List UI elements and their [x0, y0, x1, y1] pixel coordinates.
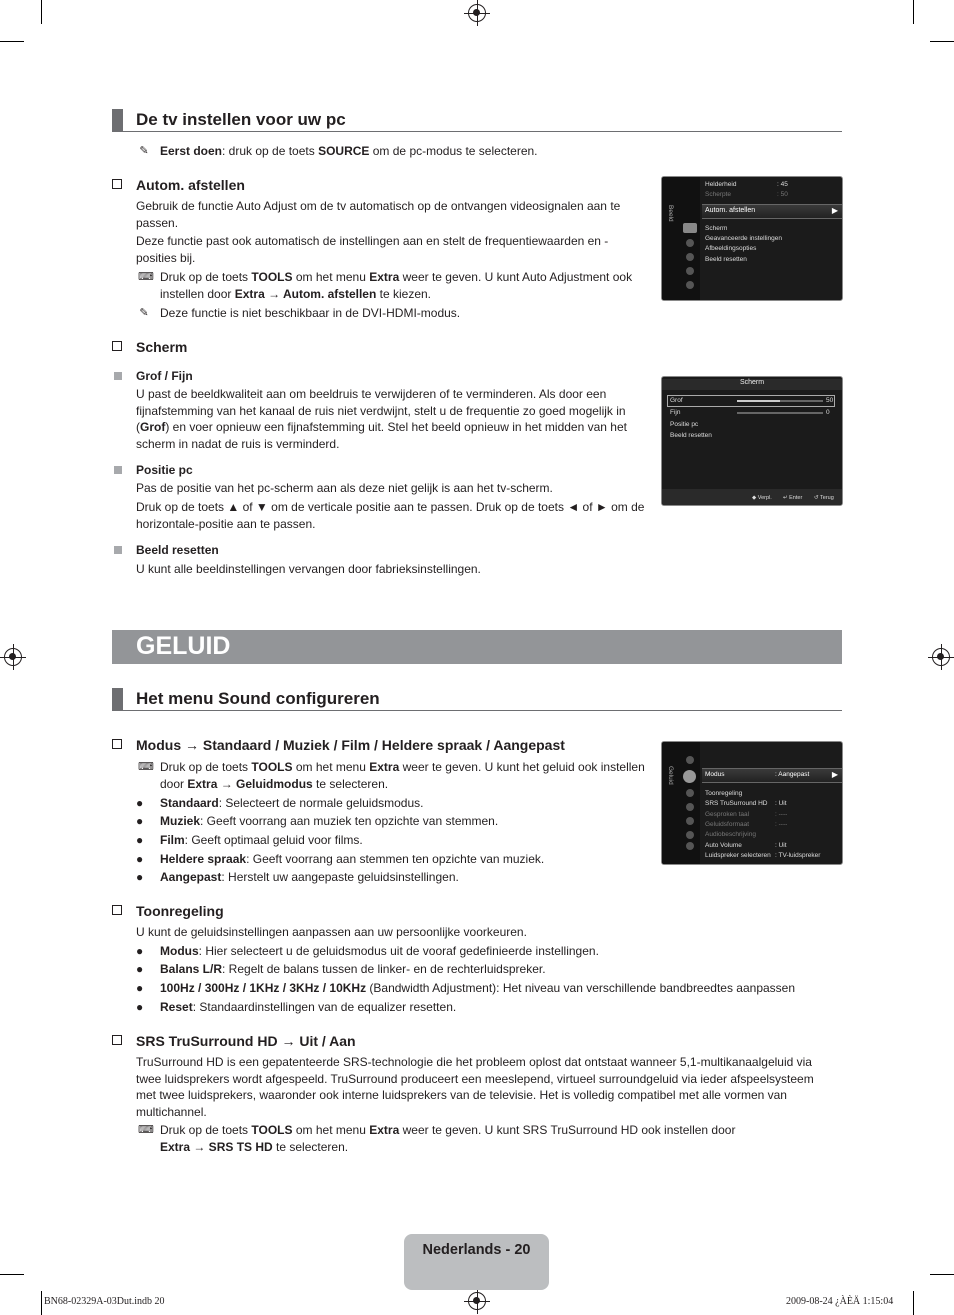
- page-number: Nederlands - 20: [422, 1242, 531, 1258]
- crop-mark: [930, 41, 954, 42]
- grof-title: Grof / Fijn: [136, 369, 193, 383]
- item-bold: Balans L/R: [160, 962, 223, 976]
- note-bold: Extra → Autom. afstellen: [234, 286, 377, 301]
- input-icon: [686, 281, 694, 289]
- reset-text: U kunt alle beeldinstellingen vervangen door fabrieksinstellingen.: [136, 562, 481, 576]
- srs-title: SRS TruSurround HD → Uit / Aan: [136, 1033, 356, 1049]
- note-bold: TOOLS: [251, 1123, 293, 1137]
- osd-sidebar: [662, 742, 700, 864]
- osd-footer-enter: ↵ Enter: [783, 495, 803, 501]
- section-heading: [112, 109, 842, 132]
- autom-p1: Gebruik de functie Auto Adjust om de tv automatisch op de ontvangen videosignalen aan te passen.: [136, 199, 621, 230]
- registration-mark-icon: [932, 648, 950, 666]
- heading-bar: [112, 688, 123, 710]
- slider-fill: [737, 400, 780, 402]
- input-icon: [686, 817, 694, 825]
- osd-selected-value: : Aangepast: [775, 771, 810, 778]
- modus-tools-note: [160, 759, 660, 792]
- list-item: [136, 980, 796, 996]
- osd-row-label: Beeld resetten: [670, 432, 712, 439]
- note-text: te selecteren.: [272, 1139, 349, 1154]
- crop-mark: [0, 41, 24, 42]
- osd-selected-label: Autom. afstellen: [705, 207, 756, 214]
- scherm-title: Scherm: [136, 339, 188, 355]
- note-bold: TOOLS: [251, 760, 293, 774]
- osd-row-value: 50: [826, 397, 834, 404]
- chapter-title: GELUID: [136, 632, 231, 660]
- item-text: (Bandwidth Adjustment): Het niveau van verschillende bandbreedtes aanpassen: [366, 981, 796, 995]
- chapter-banner: [112, 630, 842, 664]
- list-item: [136, 795, 424, 811]
- item-text: : Geeft voorrang aan stemmen ten opzichte van muziek.: [246, 852, 545, 866]
- registration-mark-icon: [468, 1292, 486, 1310]
- dvi-note: Deze functie is niet beschikbaar in de DVI-HDMI-modus.: [160, 306, 461, 320]
- note-text: weer te geven. U kunt Auto Adjustment ook instellen door: [160, 270, 633, 301]
- setup-icon: [686, 267, 694, 275]
- item-text: : Regelt de balans tussen de linker- en de rechterluidspreker.: [222, 962, 546, 976]
- para-bold: Grof: [140, 420, 166, 434]
- checkbox-icon: [112, 1035, 122, 1045]
- note-icon: ✎: [139, 145, 149, 157]
- positie-title: Positie pc: [136, 463, 193, 477]
- checkbox-icon: [112, 179, 122, 189]
- osd-row-label: Beeld resetten: [705, 256, 747, 263]
- note-text: : druk op de toets: [222, 144, 319, 158]
- support-icon: [686, 831, 694, 839]
- list-item: [136, 943, 599, 959]
- item-text: : Geeft voorrang aan muziek ten opzichte van stemmen.: [200, 814, 499, 828]
- crop-mark: [41, 1291, 42, 1315]
- print-meta-right: 2009-08-24 ¿ÀÈÄ 1:15:04: [786, 1296, 894, 1307]
- osd-row-value: : 50: [777, 191, 788, 198]
- arrow-right-icon: ▶: [831, 206, 838, 215]
- para-text: ) en voer opnieuw een fijnafstemming uit. Stel het beeld opnieuw in het midden van het scherm in nadat de ruis is verminderd.: [136, 420, 627, 451]
- picture-icon: [686, 756, 694, 764]
- osd-row-value: : Uit: [775, 800, 787, 808]
- subsection-title: [112, 177, 245, 193]
- item-bold: Film: [160, 833, 185, 847]
- bullet-icon: ●: [136, 796, 144, 810]
- osd-footer-back: ↺ Terug: [814, 495, 834, 501]
- heading-text: Het menu Sound configureren: [136, 689, 380, 708]
- item-bold: Standaard: [160, 796, 219, 810]
- bullet-icon: ●: [136, 870, 144, 884]
- osd-row-value: : ----: [775, 820, 788, 828]
- osd-row-label: Scherm: [705, 225, 728, 232]
- note-text: om het menu: [292, 270, 370, 284]
- osd-row-label: Toonregeling: [705, 790, 743, 797]
- osd-row-label: Helderheid: [705, 181, 737, 188]
- osd-footer-move: ◆ Verpl.: [752, 495, 772, 501]
- note-bold: TOOLS: [251, 270, 293, 284]
- bullet-icon: ●: [136, 981, 144, 995]
- osd-row-value: : ----: [775, 810, 788, 818]
- reset-title: Beeld resetten: [136, 543, 219, 557]
- toon-intro: U kunt de geluidsinstellingen aanpassen aan uw persoonlijke voorkeuren.: [136, 925, 527, 939]
- bullet-icon: ●: [136, 1000, 144, 1014]
- autom-title: Autom. afstellen: [136, 177, 245, 193]
- osd-picture-menu: [661, 176, 843, 301]
- square-bullet-icon: [114, 546, 122, 554]
- subsection-title: [112, 737, 565, 753]
- para-text: U past de beeldkwaliteit aan om beeldruis te verwijderen of te verminderen. Als door een fijnafstemming van het kanaal de ruis niet verdwijnt, stelt u de frequentie zo goed mogelijk in (: [136, 387, 626, 434]
- srs-tools-note: [160, 1122, 760, 1155]
- modus-title: Modus → Standaard / Muziek / Film / Heldere spraak / Aangepast: [136, 737, 565, 753]
- osd-row-value: 0: [826, 409, 830, 416]
- square-bullet-icon: [114, 466, 122, 474]
- note-bold: SOURCE: [318, 144, 370, 158]
- note-text: om het menu: [292, 760, 370, 774]
- item-bold: Heldere spraak: [160, 852, 247, 866]
- osd-sidebar: [662, 177, 700, 300]
- app-icon: [686, 842, 694, 850]
- note-text: Druk op de toets: [160, 270, 252, 284]
- note-bold: Extra → SRS TS HD: [160, 1139, 273, 1154]
- note-text: Druk op de toets: [160, 1123, 252, 1137]
- note-bold: Extra: [369, 1123, 400, 1137]
- grof-slider: [737, 400, 823, 402]
- bullet-icon: ●: [136, 852, 144, 866]
- bullet-icon: ●: [136, 814, 144, 828]
- print-meta-left: BN68-02329A-03Dut.indb 20: [44, 1296, 165, 1307]
- subsection-title: [112, 339, 187, 355]
- note-text: om de pc-modus te selecteren.: [369, 144, 538, 158]
- list-item: [136, 961, 546, 977]
- fijn-slider: [737, 412, 823, 414]
- list-item: [136, 813, 499, 829]
- osd-row-label: Scherpte: [705, 191, 732, 198]
- checkbox-icon: [112, 905, 122, 915]
- list-item: [136, 851, 545, 867]
- subsection-title: [112, 1033, 356, 1049]
- osd-row: [705, 181, 736, 188]
- setup-icon: [686, 803, 694, 811]
- autom-p2: Deze functie past ook automatisch de instellingen aan en stelt de frequentiewaarden en -posities bij.: [136, 234, 609, 265]
- note-bold: Extra: [369, 270, 400, 284]
- positie-p2: Druk op de toets ▲ of ▼ om de verticale positie aan te passen. Druk op de toets ◄ of ► om de horizontale-positie aan te passen.: [136, 500, 645, 531]
- osd-row-label: Geluidsformaat: [705, 820, 750, 828]
- item-text: : Herstelt uw aangepaste geluidsinstellingen.: [221, 870, 459, 884]
- osd-row-label: Geavanceerde instellingen: [705, 235, 782, 242]
- registration-mark-icon: [468, 4, 486, 22]
- osd-row-value: : TV-luidspreker: [775, 851, 821, 859]
- tools-icon: ⌨: [138, 761, 154, 773]
- channel-icon: [686, 253, 694, 261]
- note-text: te kiezen.: [376, 286, 432, 301]
- list-item: [136, 832, 363, 848]
- bullet-icon: ●: [136, 833, 144, 847]
- checkbox-icon: [112, 341, 122, 351]
- item-text: : Standaardinstellingen van de equalizer resetten.: [192, 1000, 457, 1014]
- autom-tools-note: [160, 269, 660, 302]
- grof-text: [136, 386, 641, 452]
- osd-row-value: : Uit: [775, 841, 787, 849]
- item-bold: 100Hz / 300Hz / 1KHz / 3KHz / 10KHz: [160, 981, 367, 995]
- osd-side-label: Geluid: [667, 766, 674, 785]
- item-bold: Reset: [160, 1000, 193, 1014]
- osd-title: Scherm: [662, 379, 842, 390]
- note-bold: Extra → Geluidmodus: [187, 776, 313, 791]
- toon-title: Toonregeling: [136, 903, 224, 919]
- crop-mark: [913, 0, 914, 24]
- note-text: Druk op de toets: [160, 760, 252, 774]
- subsection-title: [112, 903, 224, 919]
- osd-scherm-menu: [661, 376, 843, 506]
- heading-bar: [112, 109, 123, 131]
- crop-mark: [930, 1274, 954, 1275]
- note-bold: Extra: [369, 760, 400, 774]
- sound-icon: [686, 239, 694, 247]
- osd-sound-menu: [661, 741, 843, 865]
- item-bold: Aangepast: [160, 870, 222, 884]
- list-item: [136, 869, 459, 885]
- tools-icon: ⌨: [138, 1124, 154, 1136]
- crop-mark: [0, 1274, 24, 1275]
- osd-row-label: Auto Volume: [705, 841, 742, 849]
- note-text: om het menu: [292, 1123, 370, 1137]
- picture-icon: [683, 223, 697, 233]
- item-bold: Modus: [160, 944, 199, 958]
- osd-row-label: Positie pc: [670, 421, 699, 428]
- osd-row-label: SRS TruSurround HD: [705, 800, 768, 808]
- section-heading: [112, 688, 842, 711]
- heading-text: De tv instellen voor uw pc: [136, 110, 346, 129]
- osd-row-label: Afbeeldingsopties: [705, 245, 757, 252]
- note-text: weer te geven. U kunt SRS TruSurround HD ook instellen door: [399, 1123, 736, 1137]
- osd-row-label: Gesproken taal: [705, 810, 750, 818]
- note-icon: ✎: [139, 307, 149, 319]
- item-text: : Selecteert de normale geluidsmodus.: [218, 796, 424, 810]
- item-bold: Muziek: [160, 814, 201, 828]
- crop-mark: [913, 1291, 914, 1315]
- registration-mark-icon: [4, 648, 22, 666]
- bullet-icon: ●: [136, 944, 144, 958]
- osd-row-label: Luidspreker selecteren: [705, 851, 771, 859]
- srs-text: TruSurround HD is een gepatenteerde SRS-technologie die het probleem oplost dat ontstaat wanneer 5,1-multikanaalgeluid via twee luidsprekers wordt afgespeeld. TruSurround produceert een meeslepend, virtueel surroundgeluid via ieder afspeelsysteem met twee luidsprekers, waaronder ook interne luidsprekers van de televisie. Het is volledig compatibel met alle vormen van multichannel.: [136, 1055, 814, 1119]
- osd-selected-label: Modus: [705, 771, 725, 778]
- osd-row-label: Grof: [670, 397, 683, 404]
- crop-mark: [41, 0, 42, 24]
- note-text: weer te geven. U kunt het geluid ook instellen door: [160, 760, 645, 791]
- first-note: [160, 143, 660, 160]
- note-bold: Eerst doen: [160, 144, 223, 158]
- osd-row-label: Fijn: [670, 409, 681, 416]
- item-text: : Geeft optimaal geluid voor films.: [184, 833, 363, 847]
- positie-p1: Pas de positie van het pc-scherm aan als deze niet gelijk is aan het tv-scherm.: [136, 481, 553, 495]
- bullet-icon: ●: [136, 962, 144, 976]
- sound-icon: [683, 770, 696, 783]
- osd-side-label: Beeld: [667, 205, 674, 222]
- page-number-tab: [404, 1234, 549, 1290]
- square-bullet-icon: [114, 372, 122, 380]
- channel-icon: [686, 789, 694, 797]
- checkbox-icon: [112, 739, 122, 749]
- item-text: : Hier selecteert u de geluidsmodus uit de vooraf gedefinieerde instellingen.: [198, 944, 599, 958]
- osd-row-label: Audiobeschrijving: [705, 831, 756, 839]
- list-item: [136, 999, 457, 1015]
- tools-icon: ⌨: [138, 271, 154, 283]
- note-text: te selecteren.: [312, 776, 389, 791]
- osd-row-value: : 45: [777, 181, 788, 188]
- arrow-right-icon: ▶: [831, 770, 838, 779]
